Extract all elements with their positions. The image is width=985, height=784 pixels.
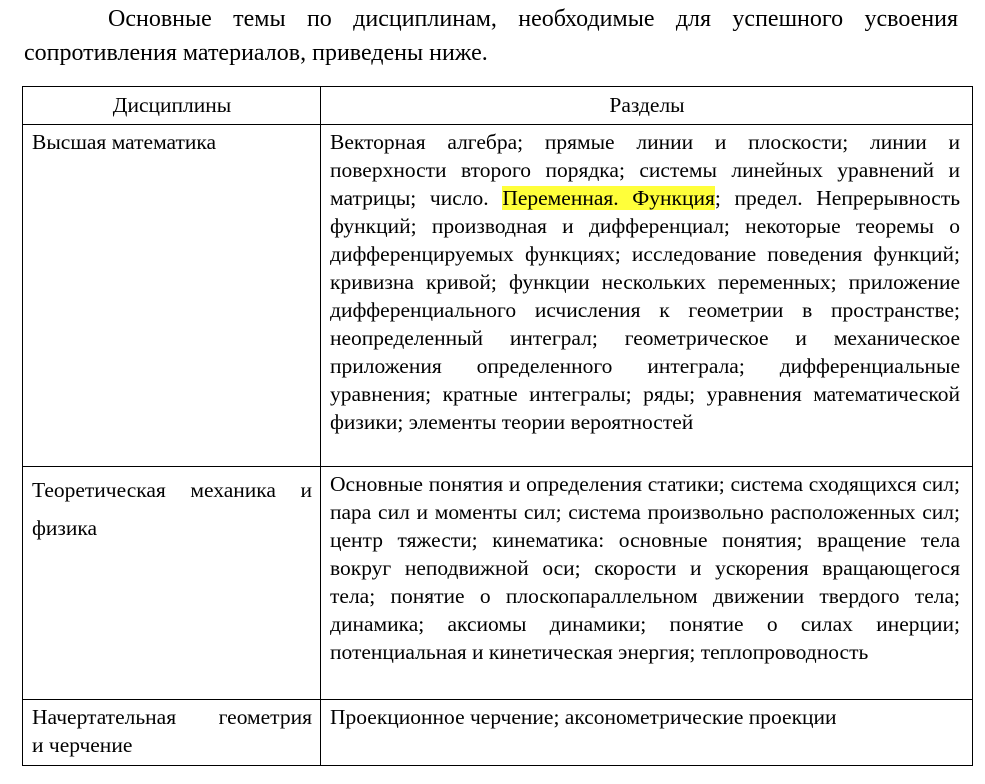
table-row bbox=[23, 467, 973, 700]
sections-cell bbox=[321, 125, 973, 467]
header-sections: Разделы bbox=[321, 87, 973, 125]
discipline-line: Начертательная геометрия bbox=[32, 705, 312, 729]
disciplines-table bbox=[22, 86, 973, 766]
table-row bbox=[23, 125, 973, 467]
discipline-line: и черчение bbox=[32, 733, 133, 757]
discipline-cell: Высшая математика bbox=[23, 125, 321, 467]
sections-cell: Основные понятия и определения статики; система сходящихся сил; пара сил и моменты сил; система произвольно расположенных сил; центр тяжести; кинематика: основные понятия; вращение тела вокруг неподвижной оси; скорости и ускорения вращающегося тела; понятие о плоскопараллельном движении твердого тела; динамика; аксиомы динамики; понятие о силах инерции; потенциальная и кинетическая энергия; теплопроводность bbox=[321, 467, 973, 700]
sections-text-part: Векторная алгебра; прямые линии и плоскости; линии и поверхности второго порядка; системы линейных уравнений и матрицы; число. bbox=[330, 130, 960, 210]
intro-paragraph: Основные темы по дисциплинам, необходимые для успешного усвоения сопротивления материалов, приведены ниже. bbox=[24, 6, 958, 66]
sections-cell: Проекционное черчение; аксонометрические проекции bbox=[321, 700, 973, 766]
header-disciplines: Дисциплины bbox=[23, 87, 321, 125]
table-row bbox=[23, 700, 973, 766]
sections-text-part: ; предел. Непрерывность функций; производная и дифференциал; некоторые теоремы о дифференцируемых функциях; исследование поведения функций; кривизна кривой; функции нескольких переменных; приложение дифференциального исчисления к геометрии в пространстве; неопределенный интеграл; геометрическое и механическое приложения определенного интеграла; дифференциальные уравнения; кратные интегралы; ряды; уравнения математической физики; элементы теории вероятностей bbox=[330, 186, 961, 434]
highlighted-text: Переменная. Функция bbox=[502, 186, 715, 210]
discipline-cell bbox=[23, 700, 321, 766]
discipline-cell: Теоретическая механика и физика bbox=[23, 467, 321, 700]
table-header-row bbox=[23, 87, 973, 125]
